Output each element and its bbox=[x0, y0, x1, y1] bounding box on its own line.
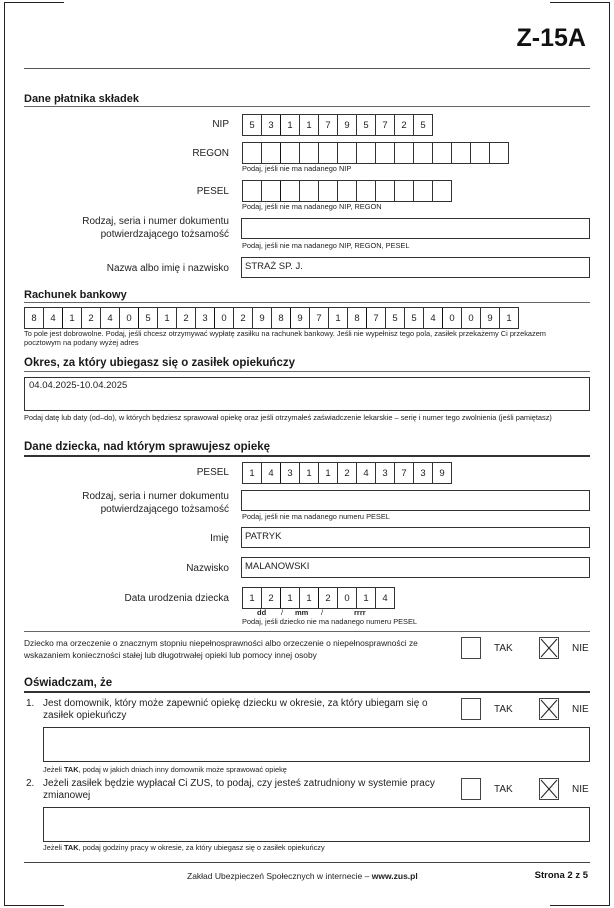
declaration-2-number: 2. bbox=[26, 778, 35, 789]
digit-box[interactable] bbox=[300, 143, 319, 163]
digit-box[interactable] bbox=[319, 181, 338, 201]
declaration-2-field[interactable] bbox=[43, 807, 590, 842]
digit-box[interactable]: 0 bbox=[120, 308, 139, 328]
declaration-2-yes-checkbox[interactable] bbox=[461, 778, 481, 800]
digit-box[interactable]: 0 bbox=[215, 308, 234, 328]
disability-yes-label: TAK bbox=[494, 643, 513, 654]
digit-box[interactable] bbox=[452, 143, 471, 163]
digit-box[interactable]: 2 bbox=[395, 115, 414, 135]
digit-box[interactable] bbox=[243, 143, 262, 163]
declaration-1-hint-bold: TAK bbox=[63, 765, 79, 774]
declaration-1-hint bbox=[43, 765, 287, 774]
digit-box[interactable] bbox=[357, 143, 376, 163]
digit-box[interactable]: 4 bbox=[262, 463, 281, 483]
digit-box[interactable] bbox=[262, 181, 281, 201]
digit-box[interactable]: 1 bbox=[357, 588, 376, 608]
digit-box[interactable]: 9 bbox=[253, 308, 272, 328]
digit-box[interactable]: 2 bbox=[82, 308, 101, 328]
x-mark-icon bbox=[540, 779, 558, 799]
child-first-name-field[interactable]: PATRYK bbox=[241, 527, 590, 548]
declaration-rule bbox=[24, 691, 590, 693]
digit-box[interactable] bbox=[471, 143, 490, 163]
digit-box[interactable] bbox=[414, 181, 433, 201]
regon-hint: Podaj, jeśli nie ma nadanego NIP bbox=[242, 164, 352, 173]
frame-bottom-left bbox=[4, 905, 64, 906]
digit-box[interactable]: 4 bbox=[357, 463, 376, 483]
period-hint: Podaj datę lub daty (od–do), w których będziesz sprawował opiekę oraz jeśli otrzymałeś zaświadczenie lekarskie – serię i numer tego zwolnienia (jeśli pamiętasz) bbox=[24, 413, 552, 422]
declaration-1-yes-checkbox[interactable] bbox=[461, 698, 481, 720]
digit-box[interactable]: 1 bbox=[243, 463, 262, 483]
child-birth-label: Data urodzenia dziecka bbox=[124, 593, 229, 604]
bank-hint: To pole jest dobrowolne. Podaj, jeśli chcesz otrzymywać wypłatę zasiłku na rachunek bankowy. Jeśli nie wypełnisz tego pola, zasiłek przekażemy Ci przekazem pocztowym na podany wyżej adres bbox=[24, 329, 546, 347]
digit-box[interactable] bbox=[357, 181, 376, 201]
digit-box[interactable]: 8 bbox=[272, 308, 291, 328]
digit-box[interactable] bbox=[300, 181, 319, 201]
payer-name-label: Nazwa albo imię i nazwisko bbox=[106, 263, 229, 274]
digit-box[interactable]: 1 bbox=[158, 308, 177, 328]
top-rule bbox=[24, 68, 590, 69]
disability-no-label: NIE bbox=[572, 643, 589, 654]
period-section-title: Okres, za który ubiegasz się o zasiłek opiekuńczy bbox=[24, 357, 296, 369]
digit-box[interactable]: 1 bbox=[319, 463, 338, 483]
child-section-title: Dane dziecka, nad którym sprawujesz opiekę bbox=[24, 441, 271, 453]
digit-box[interactable]: 9 bbox=[433, 463, 452, 483]
declaration-2-hint-bold: TAK bbox=[63, 843, 79, 852]
digit-box[interactable]: 2 bbox=[319, 588, 338, 608]
declaration-2-hint-prefix: Jeżeli bbox=[43, 843, 64, 852]
x-mark-icon bbox=[540, 699, 558, 719]
digit-box[interactable]: 9 bbox=[481, 308, 500, 328]
digit-box[interactable] bbox=[262, 143, 281, 163]
digit-box[interactable]: 3 bbox=[281, 463, 300, 483]
page-number: Strona 2 z 5 bbox=[534, 870, 588, 881]
child-id-doc-label bbox=[82, 490, 229, 516]
digit-box[interactable]: 7 bbox=[319, 115, 338, 135]
digit-box[interactable]: 7 bbox=[376, 115, 395, 135]
digit-box[interactable]: 3 bbox=[262, 115, 281, 135]
regon-input[interactable] bbox=[242, 142, 509, 164]
declaration-2-hint bbox=[43, 843, 325, 852]
bank-rule bbox=[24, 302, 590, 303]
declaration-1-hint-suffix: , podaj w jakich dniach inny domownik może sprawować opiekę bbox=[78, 765, 287, 774]
digit-box[interactable]: 0 bbox=[338, 588, 357, 608]
declaration-1-no-label: NIE bbox=[572, 704, 589, 715]
digit-box[interactable]: 1 bbox=[281, 115, 300, 135]
regon-label: REGON bbox=[192, 148, 229, 159]
disability-text: Dziecko ma orzeczenie o znacznym stopniu niepełnosprawności albo orzeczenie o niepełnosprawności ze wskazaniem konieczności stałej lub długotrwałej opieki lub pomocy innej osoby bbox=[24, 638, 418, 660]
declaration-1-hint-prefix: Jeżeli bbox=[43, 765, 64, 774]
digit-box[interactable] bbox=[395, 143, 414, 163]
period-field[interactable]: 04.04.2025-10.04.2025 bbox=[24, 377, 590, 411]
digit-box[interactable]: 7 bbox=[367, 308, 386, 328]
digit-box[interactable]: 5 bbox=[405, 308, 424, 328]
declaration-2-hint-suffix: , podaj godziny pracy w okresie, za który ubiegasz się o zasiłek opiekuńczy bbox=[78, 843, 325, 852]
frame-right bbox=[609, 2, 610, 906]
birth-format-mm: mm bbox=[295, 608, 309, 617]
digit-box[interactable] bbox=[376, 181, 395, 201]
digit-box[interactable]: 1 bbox=[300, 115, 319, 135]
digit-box[interactable]: 1 bbox=[329, 308, 348, 328]
digit-box[interactable]: 3 bbox=[376, 463, 395, 483]
digit-box[interactable]: 3 bbox=[196, 308, 215, 328]
digit-box[interactable]: 1 bbox=[500, 308, 519, 328]
child-pesel-input[interactable] bbox=[242, 462, 452, 484]
payer-id-doc-label-line2: potwierdzającego tożsamość bbox=[100, 229, 229, 240]
child-birth-date-input[interactable] bbox=[242, 587, 395, 609]
digit-box[interactable]: 5 bbox=[139, 308, 158, 328]
declaration-2-no-label: NIE bbox=[572, 784, 589, 795]
bank-account-input[interactable] bbox=[24, 307, 519, 329]
child-last-name-field[interactable]: MALANOWSKI bbox=[241, 557, 590, 578]
birth-format-sep2: / bbox=[321, 608, 324, 617]
payer-id-doc-field[interactable] bbox=[241, 218, 590, 239]
child-rule bbox=[24, 455, 590, 457]
frame-top-right bbox=[550, 2, 610, 3]
payer-pesel-hint: Podaj, jeśli nie ma nadanego NIP, REGON bbox=[242, 202, 382, 211]
declaration-1-no-checkbox[interactable] bbox=[539, 698, 559, 720]
child-birth-hint: Podaj, jeśli dziecko nie ma nadanego numeru PESEL bbox=[242, 617, 418, 626]
digit-box[interactable]: 5 bbox=[414, 115, 433, 135]
digit-box[interactable]: 7 bbox=[310, 308, 329, 328]
declaration-2-no-checkbox[interactable] bbox=[539, 778, 559, 800]
digit-box[interactable]: 2 bbox=[177, 308, 196, 328]
bank-section-title: Rachunek bankowy bbox=[24, 289, 127, 301]
declaration-section-title: Oświadczam, że bbox=[24, 677, 113, 689]
birth-format-dd: dd bbox=[257, 608, 267, 617]
digit-box[interactable]: 1 bbox=[281, 588, 300, 608]
child-last-name-label: Nazwisko bbox=[186, 563, 229, 574]
digit-box[interactable]: 7 bbox=[395, 463, 414, 483]
payer-pesel-label: PESEL bbox=[196, 186, 229, 197]
nip-input[interactable] bbox=[242, 114, 433, 136]
child-id-doc-hint: Podaj, jeśli nie ma nadanego numeru PESEL bbox=[242, 512, 390, 521]
child-id-doc-field[interactable] bbox=[241, 490, 590, 511]
form-code: Z-15A bbox=[516, 24, 586, 52]
disability-no-checkbox[interactable] bbox=[539, 637, 559, 659]
frame-left bbox=[4, 2, 5, 906]
payer-id-doc-label-line1: Rodzaj, seria i numer dokumentu bbox=[82, 216, 229, 227]
declaration-2-yes-label: TAK bbox=[494, 784, 513, 795]
digit-box[interactable]: 5 bbox=[243, 115, 262, 135]
footer-link[interactable]: www.zus.pl bbox=[371, 871, 418, 881]
digit-box[interactable]: 4 bbox=[44, 308, 63, 328]
digit-box[interactable] bbox=[281, 143, 300, 163]
payer-name-field[interactable]: STRAŻ SP. J. bbox=[241, 257, 590, 278]
birth-format-yyyy: rrrr bbox=[354, 608, 366, 617]
digit-box[interactable]: 2 bbox=[338, 463, 357, 483]
payer-pesel-input[interactable] bbox=[242, 180, 452, 202]
payer-rule bbox=[24, 106, 590, 107]
digit-box[interactable] bbox=[319, 143, 338, 163]
child-id-doc-label-line1: Rodzaj, seria i numer dokumentu bbox=[82, 491, 229, 502]
digit-box[interactable]: 1 bbox=[300, 588, 319, 608]
period-rule bbox=[24, 371, 590, 372]
birth-format-sep1: / bbox=[281, 608, 284, 617]
nip-label: NIP bbox=[212, 119, 229, 130]
digit-box[interactable]: 4 bbox=[101, 308, 120, 328]
payer-id-doc-label bbox=[82, 215, 229, 241]
declaration-1-text: Jest domownik, który może zapewnić opiekę dziecku w okresie, za który ubiegam się o zasiłek opiekuńczy bbox=[43, 698, 428, 721]
digit-box[interactable]: 1 bbox=[300, 463, 319, 483]
digit-box[interactable]: 9 bbox=[338, 115, 357, 135]
digit-box[interactable] bbox=[243, 181, 262, 201]
disability-yes-checkbox[interactable] bbox=[461, 637, 481, 659]
declaration-1-number: 1. bbox=[26, 698, 35, 709]
digit-box[interactable]: 8 bbox=[25, 308, 44, 328]
digit-box[interactable] bbox=[490, 143, 509, 163]
digit-box[interactable] bbox=[376, 143, 395, 163]
digit-box[interactable]: 2 bbox=[234, 308, 253, 328]
digit-box[interactable] bbox=[338, 181, 357, 201]
declaration-1-field[interactable] bbox=[43, 727, 590, 762]
digit-box[interactable]: 0 bbox=[462, 308, 481, 328]
payer-section-title: Dane płatnika składek bbox=[24, 93, 139, 105]
disability-rule bbox=[24, 631, 590, 632]
frame-bottom-right bbox=[550, 905, 610, 906]
digit-box[interactable]: 0 bbox=[443, 308, 462, 328]
footer-rule bbox=[24, 862, 590, 863]
child-first-name-label: Imię bbox=[210, 533, 229, 544]
digit-box[interactable]: 1 bbox=[243, 588, 262, 608]
digit-box[interactable]: 3 bbox=[414, 463, 433, 483]
footer-text bbox=[187, 871, 418, 881]
frame-top-left bbox=[4, 2, 64, 3]
digit-box[interactable]: 2 bbox=[262, 588, 281, 608]
digit-box[interactable]: 5 bbox=[357, 115, 376, 135]
digit-box[interactable]: 4 bbox=[424, 308, 443, 328]
digit-box[interactable] bbox=[395, 181, 414, 201]
footer-text-label: Zakład Ubezpieczeń Społecznych w internecie – bbox=[187, 871, 372, 881]
child-id-doc-label-line2: potwierdzającego tożsamość bbox=[100, 504, 229, 515]
payer-id-doc-hint: Podaj, jeśli nie ma nadanego NIP, REGON, PESEL bbox=[242, 241, 410, 250]
digit-box[interactable] bbox=[433, 181, 452, 201]
digit-box[interactable] bbox=[281, 181, 300, 201]
child-pesel-label: PESEL bbox=[196, 467, 229, 478]
digit-box[interactable]: 9 bbox=[291, 308, 310, 328]
x-mark-icon bbox=[540, 638, 558, 658]
digit-box[interactable] bbox=[433, 143, 452, 163]
declaration-1-yes-label: TAK bbox=[494, 704, 513, 715]
digit-box[interactable]: 5 bbox=[386, 308, 405, 328]
digit-box[interactable] bbox=[414, 143, 433, 163]
declaration-2-text: Jeżeli zasiłek będzie wypłacał Ci ZUS, to podaj, czy jesteś zatrudniony w systemie pracy zmianowej bbox=[43, 778, 435, 801]
digit-box[interactable]: 8 bbox=[348, 308, 367, 328]
digit-box[interactable]: 1 bbox=[63, 308, 82, 328]
digit-box[interactable] bbox=[338, 143, 357, 163]
digit-box[interactable]: 4 bbox=[376, 588, 395, 608]
